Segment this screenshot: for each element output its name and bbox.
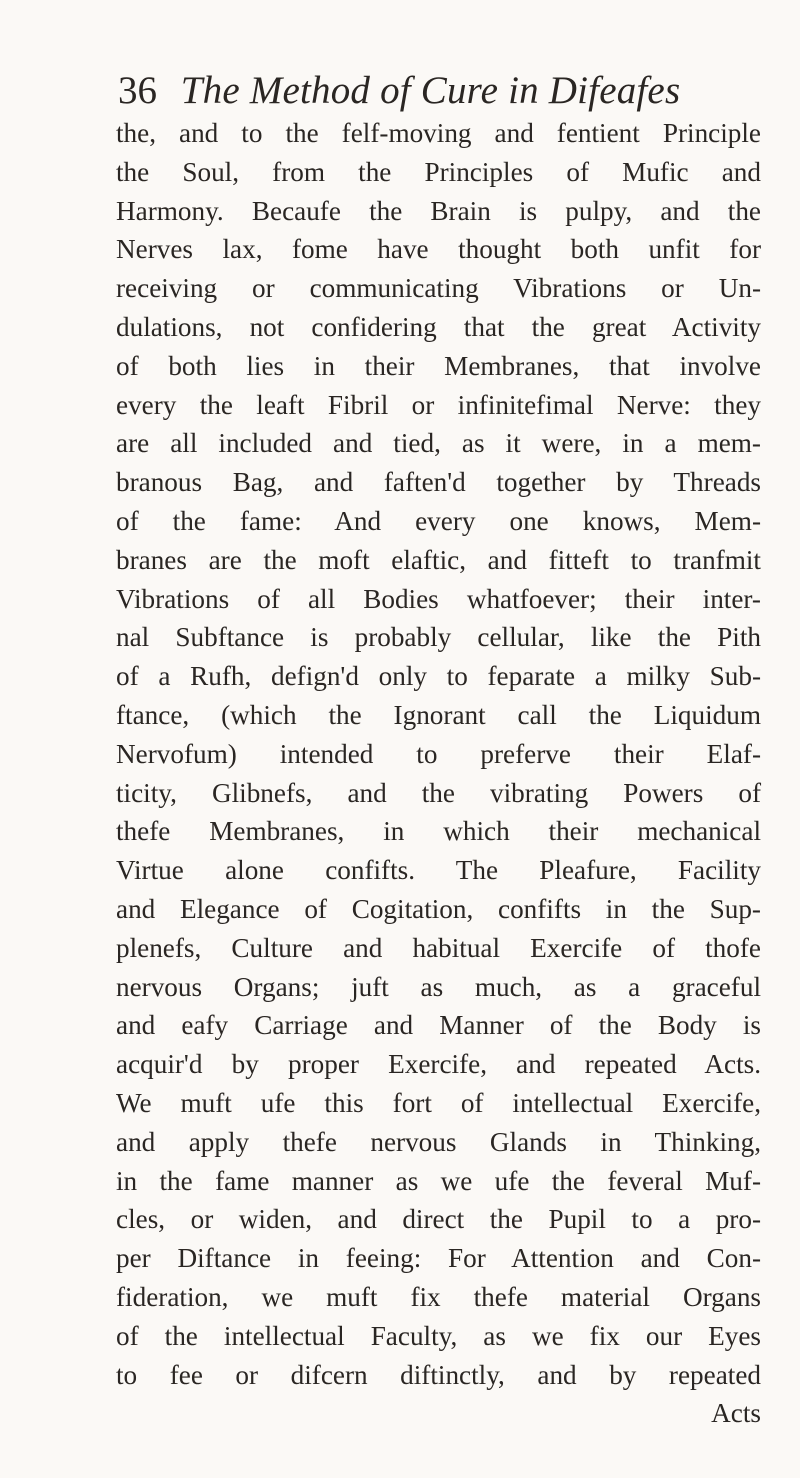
text-line: every the leaft Fibril or infinitefimal Nerve: they xyxy=(116,389,761,420)
text-line: in the fame manner as we ufe the feveral Muf- xyxy=(116,1165,761,1196)
text-line: thefe Membranes, in which their mechanical xyxy=(116,816,761,847)
text-line: of the fame: And every one knows, Mem- xyxy=(116,505,761,536)
text-line: of a Rufh, defign'd only to feparate a milky Sub- xyxy=(116,661,761,692)
text-line: cles, or widen, and direct the Pupil to a pro- xyxy=(116,1204,761,1235)
text-line: and Elegance of Cogitation, confifts in the Sup- xyxy=(116,893,761,924)
text-line: the, and to the felf-moving and fentient Principle xyxy=(116,118,761,148)
text-line: Nerves lax, fome have thought both unfit for xyxy=(116,234,761,265)
text-line: of both lies in their Membranes, that involve xyxy=(116,350,761,381)
text-line: to fee or difcern diftinctly, and by repeated xyxy=(116,1359,761,1390)
text-line: per Diftance in feeing: For Attention and Con- xyxy=(116,1243,761,1274)
text-line: the Soul, from the Principles of Mufic and xyxy=(116,156,761,187)
text-line: fideration, we muft fix thefe material Organs xyxy=(116,1281,761,1312)
catchword: Acts xyxy=(711,1398,761,1429)
page-number: 36 xyxy=(118,69,157,112)
page-header xyxy=(118,68,758,114)
text-line: nervous Organs; juft as much, as a graceful xyxy=(116,971,761,1002)
text-line: Harmony. Becaufe the Brain is pulpy, and the xyxy=(116,195,761,226)
text-line: receiving or communicating Vibrations or Un- xyxy=(116,273,761,304)
text-line: acquir'd by proper Exercife, and repeated Acts. xyxy=(116,1049,761,1080)
text-line: Nervofum) intended to preferve their Elaf- xyxy=(116,738,761,769)
text-line: nal Subftance is probably cellular, like the Pith xyxy=(116,622,761,653)
text-line: plenefs, Culture and habitual Exercife of thofe xyxy=(116,932,761,963)
text-line: branes are the moft elaftic, and fitteft to tranfmit xyxy=(116,544,761,575)
text-line: and eafy Carriage and Manner of the Body is xyxy=(116,1010,761,1041)
text-line: ticity, Glibnefs, and the vibrating Powers of xyxy=(116,777,761,808)
text-line: ftance, (which the Ignorant call the Liquidum xyxy=(116,699,761,730)
text-line: Vibrations of all Bodies whatfoever; their inter- xyxy=(116,583,761,614)
running-title: The Method of Cure in Difeafes xyxy=(180,69,681,112)
text-line: We muft ufe this fort of intellectual Exercife, xyxy=(116,1087,761,1118)
text-line: and apply thefe nervous Glands in Thinking, xyxy=(116,1126,761,1157)
text-line: dulations, not confidering that the great Activity xyxy=(116,311,761,342)
body-text xyxy=(116,114,761,1433)
text-line: branous Bag, and faften'd together by Threads xyxy=(116,467,761,498)
text-line: are all included and tied, as it were, in a mem- xyxy=(116,428,761,459)
text-line: Virtue alone confifts. The Pleafure, Facility xyxy=(116,855,761,886)
text-line: of the intellectual Faculty, as we fix our Eyes xyxy=(116,1320,761,1351)
